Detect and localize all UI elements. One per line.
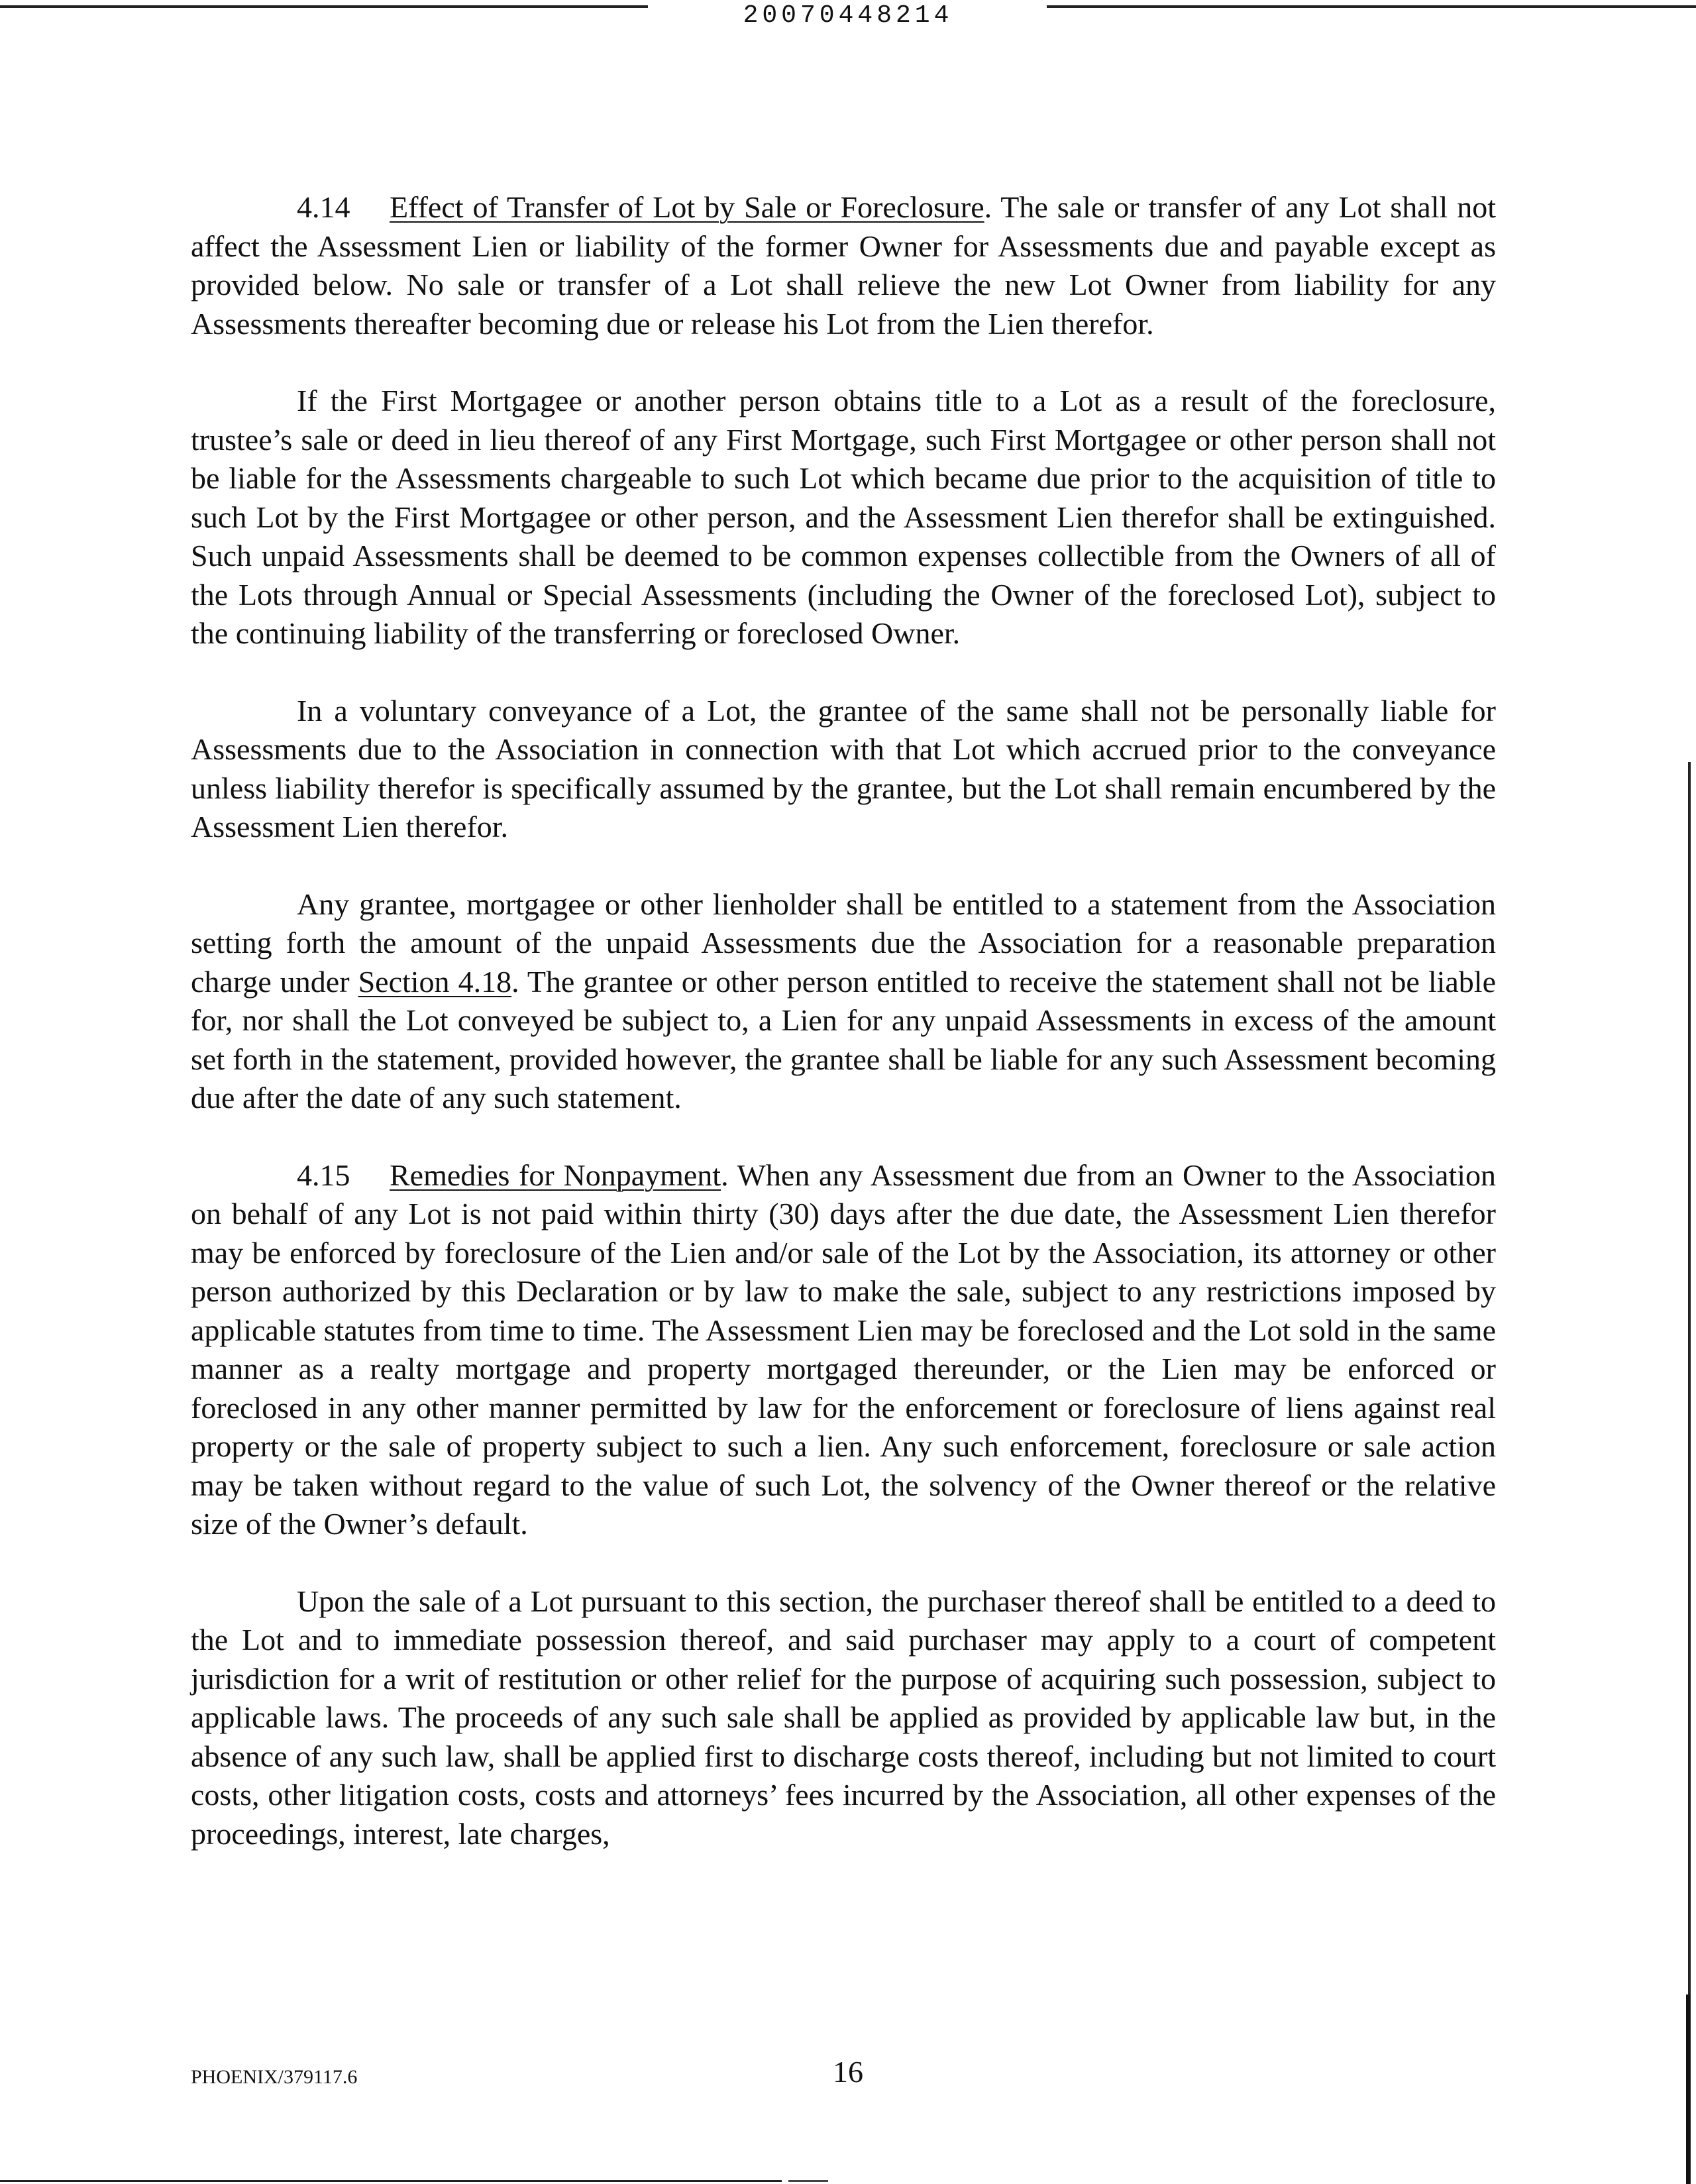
- paragraph-first-mortgagee: If the First Mortgagee or another person obtains title to a Lot as a result of the foreclosure, trustee’s sale or deed in lieu thereof of any First Mortgage, such First Mortgagee or other person shall not be liable for the Assessments chargeable to such Lot which became due prior to the acquisition of title to such Lot by the First Mortgagee or other person, and the Assessment Lien therefor shall be extinguished. Such unpaid Assessments shall be deemed to be common expenses collectible from the Owners of all of the Lots through Annual or Special Assessments (including the Owner of the foreclosed Lot), subject to the continuing liability of the transferring or foreclosed Owner.: [191, 384, 1496, 650]
- header-rule-left: [0, 5, 648, 8]
- paragraph-text: . The grantee or other person entitled to receive the statement shall not be liable for, nor shall the Lot conveyed be subject to, a Lien for any unpaid Assessments in excess of the amount set forth in the statement, provided however, the grantee shall be liable for any such Assessment becoming due after the date of any such statement.: [191, 964, 1496, 1115]
- section-4-14-paragraph: [191, 188, 1496, 343]
- header-rule-right: [1047, 5, 1696, 8]
- paragraph-voluntary-conveyance: In a voluntary conveyance of a Lot, the grantee of the same shall not be personally liable for Assessments due to the Association in connection with that Lot which accrued prior to the conveyance unless liability therefor is specifically assumed by the grantee, but the Lot shall remain encumbered by the Assessment Lien therefor.: [191, 693, 1496, 844]
- section-text: . When any Assessment due from an Owner to the Association on behalf of any Lot is not paid within thirty (30) days after the due date, the Assessment Lien therefor may be enforced by foreclosure of the Lien and/or sale of the Lot by the Association, its attorney or other person authorized by this Declaration or by law to make the sale, subject to any restrictions imposed by applicable statutes from time to time. The Assessment Lien may be foreclosed and the Lot sold in the same manner as a realty mortgage and property mortgaged thereunder, or the Lien may be enforced or foreclosed in any other manner permitted by law for the enforcement or foreclosure of liens against real property or the sale of property subject to such a lien. Any such enforcement, foreclosure or sale action may be taken without regard to the value of such Lot, the solvency of the Owner thereof or the relative size of the Owner’s default.: [191, 1158, 1496, 1541]
- section-number: 4.14: [297, 190, 350, 224]
- scan-bottom-dash: [788, 2180, 828, 2182]
- section-4-15-paragraph: [191, 1156, 1496, 1544]
- paragraph-text: Any grantee, mortgagee or other lienholder shall be entitled to a statement from the Association setting forth the amount of the unpaid Assessments due the Association for a reasonable preparation charge under: [191, 887, 1496, 999]
- section-number: 4.15: [297, 1158, 350, 1192]
- scan-bottom-line: [0, 2180, 782, 2182]
- section-reference: Section 4.18: [358, 964, 512, 999]
- section-title: Effect of Transfer of Lot by Sale or Foreclosure: [390, 190, 984, 224]
- scan-edge-mark: [1686, 1994, 1690, 2184]
- document-number: 20070448214: [743, 1, 953, 30]
- document-body: [191, 188, 1496, 1892]
- scan-edge-line: [1688, 762, 1691, 2184]
- section-text: . The sale or transfer of any Lot shall not affect the Assessment Lien or liability of the former Owner for Assessments due and payable except as provided below. No sale or transfer of a Lot shall relieve the new Lot Owner from liability for any Assessments thereafter becoming due or release his Lot from the Lien therefor.: [191, 190, 1497, 341]
- paragraph-grantee-statement: [191, 885, 1496, 1118]
- page-number: 16: [833, 2055, 863, 2089]
- footer-document-id: PHOENIX/379117.6: [191, 2066, 358, 2088]
- section-title: Remedies for Nonpayment: [390, 1158, 721, 1192]
- paragraph-sale-proceeds: Upon the sale of a Lot pursuant to this section, the purchaser thereof shall be entitled to a deed to the Lot and to immediate possession thereof, and said purchaser may apply to a court of competent jurisdiction for a writ of restitution or other relief for the purpose of acquiring such possession, subject to applicable laws. The proceeds of any such sale shall be applied as provided by applicable law but, in the absence of any such law, shall be applied first to discharge costs thereof, including but not limited to court costs, other litigation costs, costs and attorneys’ fees incurred by the Association, all other expenses of the proceedings, interest, late charges,: [191, 1584, 1496, 1851]
